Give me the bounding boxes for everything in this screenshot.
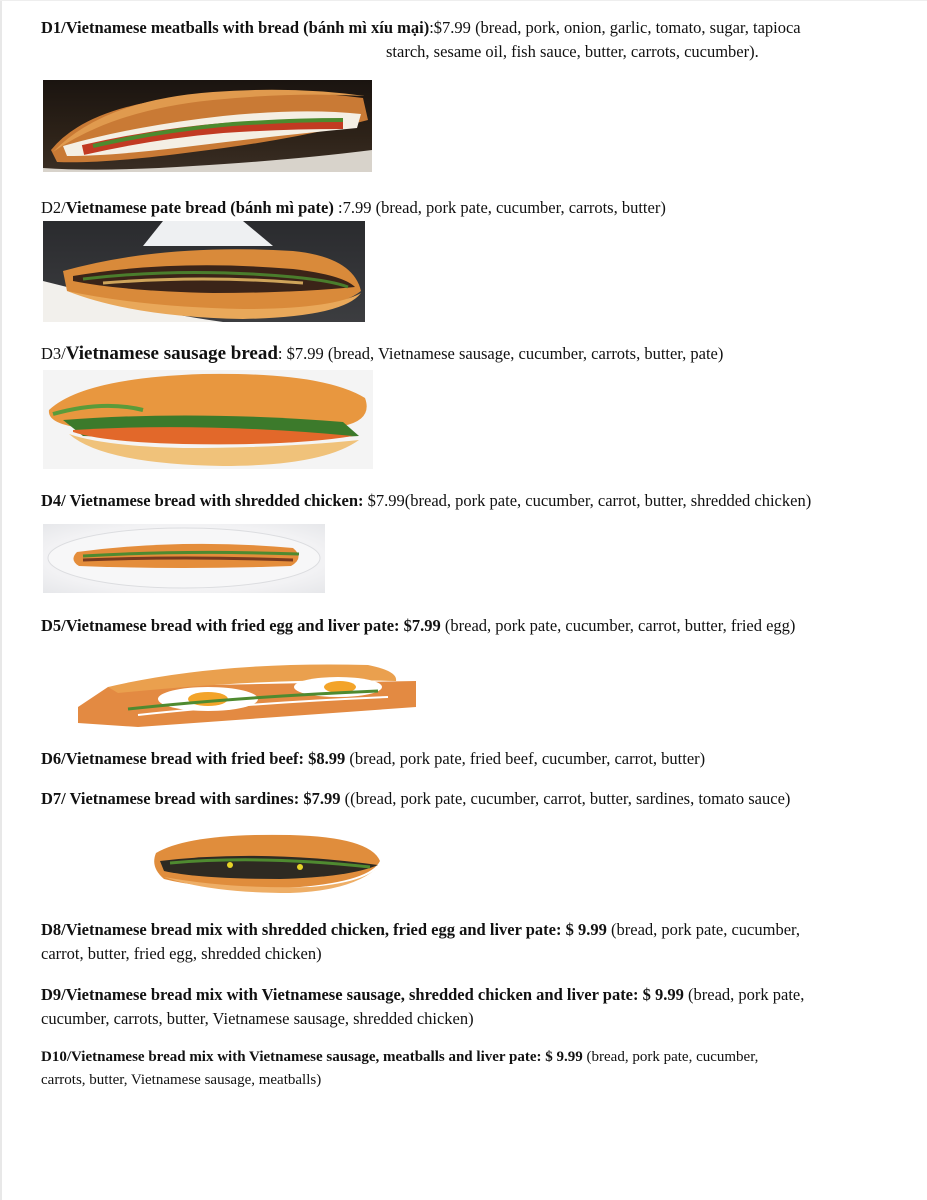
menu-item-d9-ingredients-cont: cucumber, carrots, butter, Vietnamese sausage, shredded chicken): [41, 1009, 474, 1028]
item-code: D3/: [41, 344, 66, 363]
menu-item-d3-title: [41, 344, 723, 364]
menu-item-d2-title: [41, 198, 666, 218]
sandwich-photo: [43, 370, 373, 469]
sandwich-photo: [43, 370, 373, 469]
scan-edge: [0, 0, 927, 1]
sandwich-photo: [150, 831, 384, 895]
menu-item-d8-title: [41, 920, 800, 940]
item-details: (bread, pork pate, cucumber,: [606, 920, 801, 939]
menu-item-d1-title: [41, 18, 801, 38]
item-name: D1/Vietnamese meatballs with bread (bánh mì xíu mại): [41, 18, 430, 37]
item-details: (bread, pork pate, cucumber,: [582, 1049, 759, 1065]
item-price: :$7.99: [429, 18, 471, 37]
menu-item-d5-title: [41, 616, 795, 636]
item-name: D6/Vietnamese bread with fried beef: $8.99: [41, 749, 346, 768]
sandwich-photo: [43, 524, 325, 593]
item-name: D4/ Vietnamese bread with shredded chicken:: [41, 491, 364, 510]
item-ingredients: (bread, pork, onion, garlic, tomato, sugar, tapioca: [470, 18, 801, 37]
item-details: $7.99(bread, pork pate, cucumber, carrot, butter, shredded chicken): [363, 491, 812, 510]
sandwich-photo: [43, 524, 325, 593]
menu-item-d10-title: [41, 1047, 758, 1067]
sandwich-photo: [78, 657, 418, 729]
item-details: ((bread, pork pate, cucumber, carrot, butter, sardines, tomato sauce): [340, 789, 791, 808]
item-details: (bread, pork pate, cucumber, carrot, butter, fried egg): [440, 616, 796, 635]
item-code: D2/: [41, 198, 66, 217]
menu-item-d6-title: [41, 749, 705, 769]
item-name: D5/Vietnamese bread with fried egg and liver pate: $7.99: [41, 616, 441, 635]
item-name: Vietnamese pate bread (bánh mì pate): [65, 198, 334, 217]
item-details: (bread, pork pate, fried beef, cucumber, carrot, butter): [345, 749, 706, 768]
item-details: : $7.99 (bread, Vietnamese sausage, cucumber, carrots, butter, pate): [277, 344, 724, 363]
item-details: (bread, pork pate,: [683, 985, 805, 1004]
item-details: :7.99 (bread, pork pate, cucumber, carrots, butter): [333, 198, 666, 217]
item-name: D7/ Vietnamese bread with sardines: $7.99: [41, 789, 341, 808]
menu-item-d1-ingredients-cont: starch, sesame oil, fish sauce, butter, carrots, cucumber).: [386, 42, 759, 61]
sandwich-photo: [43, 80, 372, 172]
sandwich-photo: [43, 221, 365, 322]
item-name: Vietnamese sausage bread: [65, 343, 278, 364]
item-name: D10/Vietnamese bread mix with Vietnamese sausage, meatballs and liver pate: $ 9.99: [41, 1049, 583, 1065]
sandwich-photo: [43, 80, 372, 172]
item-name: D8/Vietnamese bread mix with shredded chicken, fried egg and liver pate: $ 9.99: [41, 920, 607, 939]
menu-item-d7-title: [41, 789, 790, 809]
menu-item-d10-ingredients-cont: carrots, butter, Vietnamese sausage, meatballs): [41, 1072, 322, 1088]
item-name: D9/Vietnamese bread mix with Vietnamese sausage, shredded chicken and liver pate: $ 9.99: [41, 985, 684, 1004]
sandwich-photo: [43, 221, 365, 322]
scan-edge: [0, 0, 2, 1200]
menu-item-d9-title: [41, 985, 804, 1005]
sandwich-photo: [150, 831, 384, 895]
menu-item-d8-ingredients-cont: carrot, butter, fried egg, shredded chicken): [41, 944, 322, 963]
sandwich-photo: [78, 657, 418, 729]
menu-item-d4-title: [41, 491, 811, 511]
